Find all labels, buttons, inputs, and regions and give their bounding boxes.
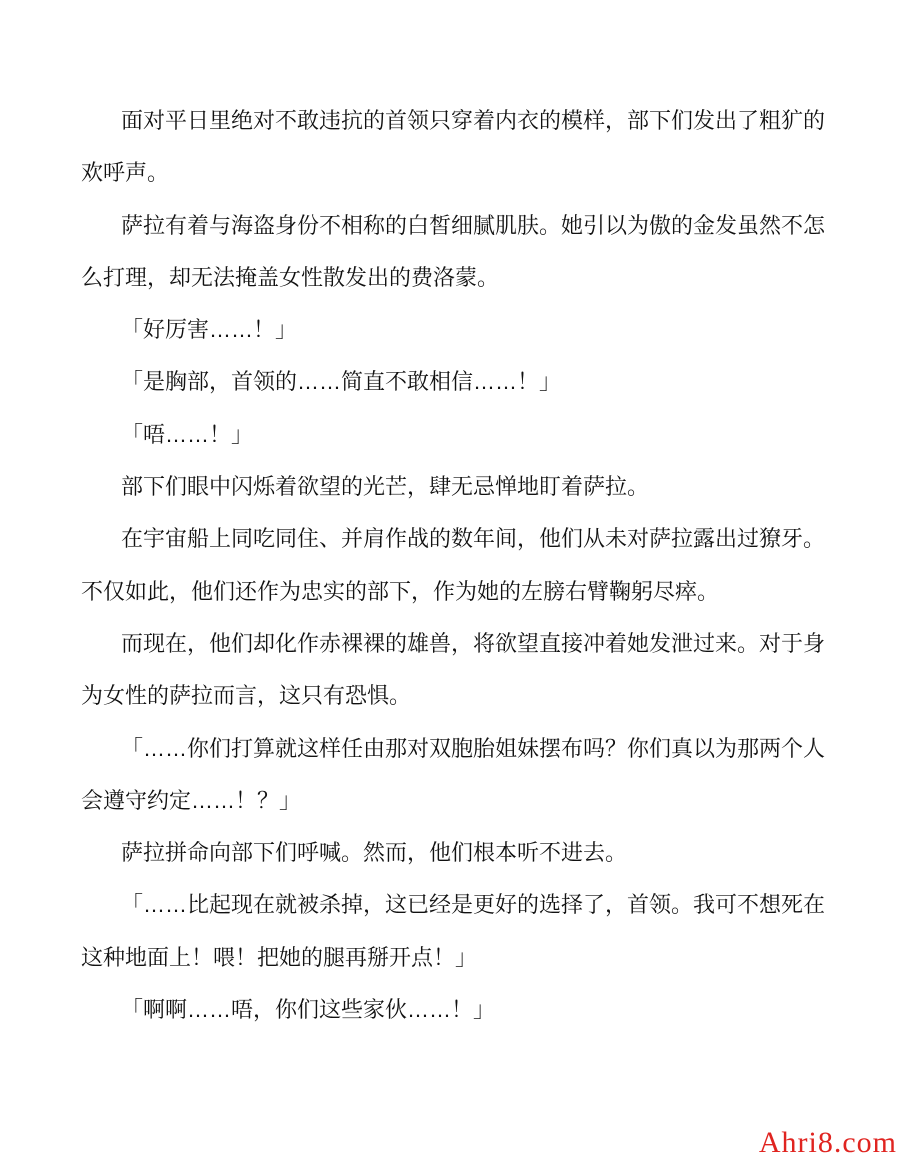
text-line: 「好厉害……！」 (121, 317, 298, 343)
text-line: 么打理，却无法掩盖女性散发出的费洛蒙。 (81, 264, 500, 290)
text-line: 「……比起现在就被杀掉，这已经是更好的选择了，首领。我可不想死在 (121, 892, 826, 918)
text-line: 而现在，他们却化作赤裸裸的雄兽，将欲望直接冲着她发泄过来。对于身 (121, 630, 826, 656)
text-line: 「唔……！」 (121, 421, 254, 447)
paragraph (81, 356, 826, 408)
text-line: 萨拉拼命向部下们呼喊。然而，他们根本听不进去。 (121, 840, 628, 866)
text-line: 面对平日里绝对不敢违抗的首领只穿着内衣的模样，部下们发出了粗犷的 (121, 108, 826, 133)
text-line: 在宇宙船上同吃同住、并肩作战的数年间，他们从未对萨拉露出过獠牙。 (121, 526, 826, 552)
paragraph (81, 200, 826, 305)
paragraph (81, 95, 826, 200)
text-line: 这种地面上！喂！把她的腿再掰开点！」 (81, 944, 478, 970)
watermark-text: Ahri8.com (758, 1126, 897, 1159)
text-line: 不仅如此，他们还作为忠实的部下，作为她的左膀右臂鞠躬尽瘁。 (81, 578, 720, 604)
paragraph (81, 984, 826, 1036)
text-line: 会遵守约定……！？」 (81, 787, 302, 813)
paragraph (81, 827, 826, 879)
paragraph (81, 304, 826, 356)
paragraph (81, 723, 826, 828)
text-line: 萨拉有着与海盗身份不相称的白皙细腻肌肤。她引以为傲的金发虽然不怎 (121, 212, 826, 238)
text-line: 为女性的萨拉而言，这只有恐惧。 (81, 683, 412, 709)
text-line: 部下们眼中闪烁着欲望的光芒，肆无忌惮地盯着萨拉。 (121, 474, 650, 500)
text-line: 「……你们打算就这样任由那对双胞胎姐妹摆布吗？你们真以为那两个人 (121, 735, 826, 761)
novel-text-block (81, 95, 826, 1036)
paragraph (81, 409, 826, 461)
paragraph (81, 879, 826, 984)
text-line: 「是胸部，首领的……简直不敢相信……！」 (121, 369, 562, 395)
paragraph (81, 461, 826, 513)
paragraph (81, 618, 826, 723)
text-line: 「啊啊……唔，你们这些家伙……！」 (121, 997, 496, 1023)
paragraph (81, 513, 826, 618)
text-line: 欢呼声。 (81, 160, 170, 186)
